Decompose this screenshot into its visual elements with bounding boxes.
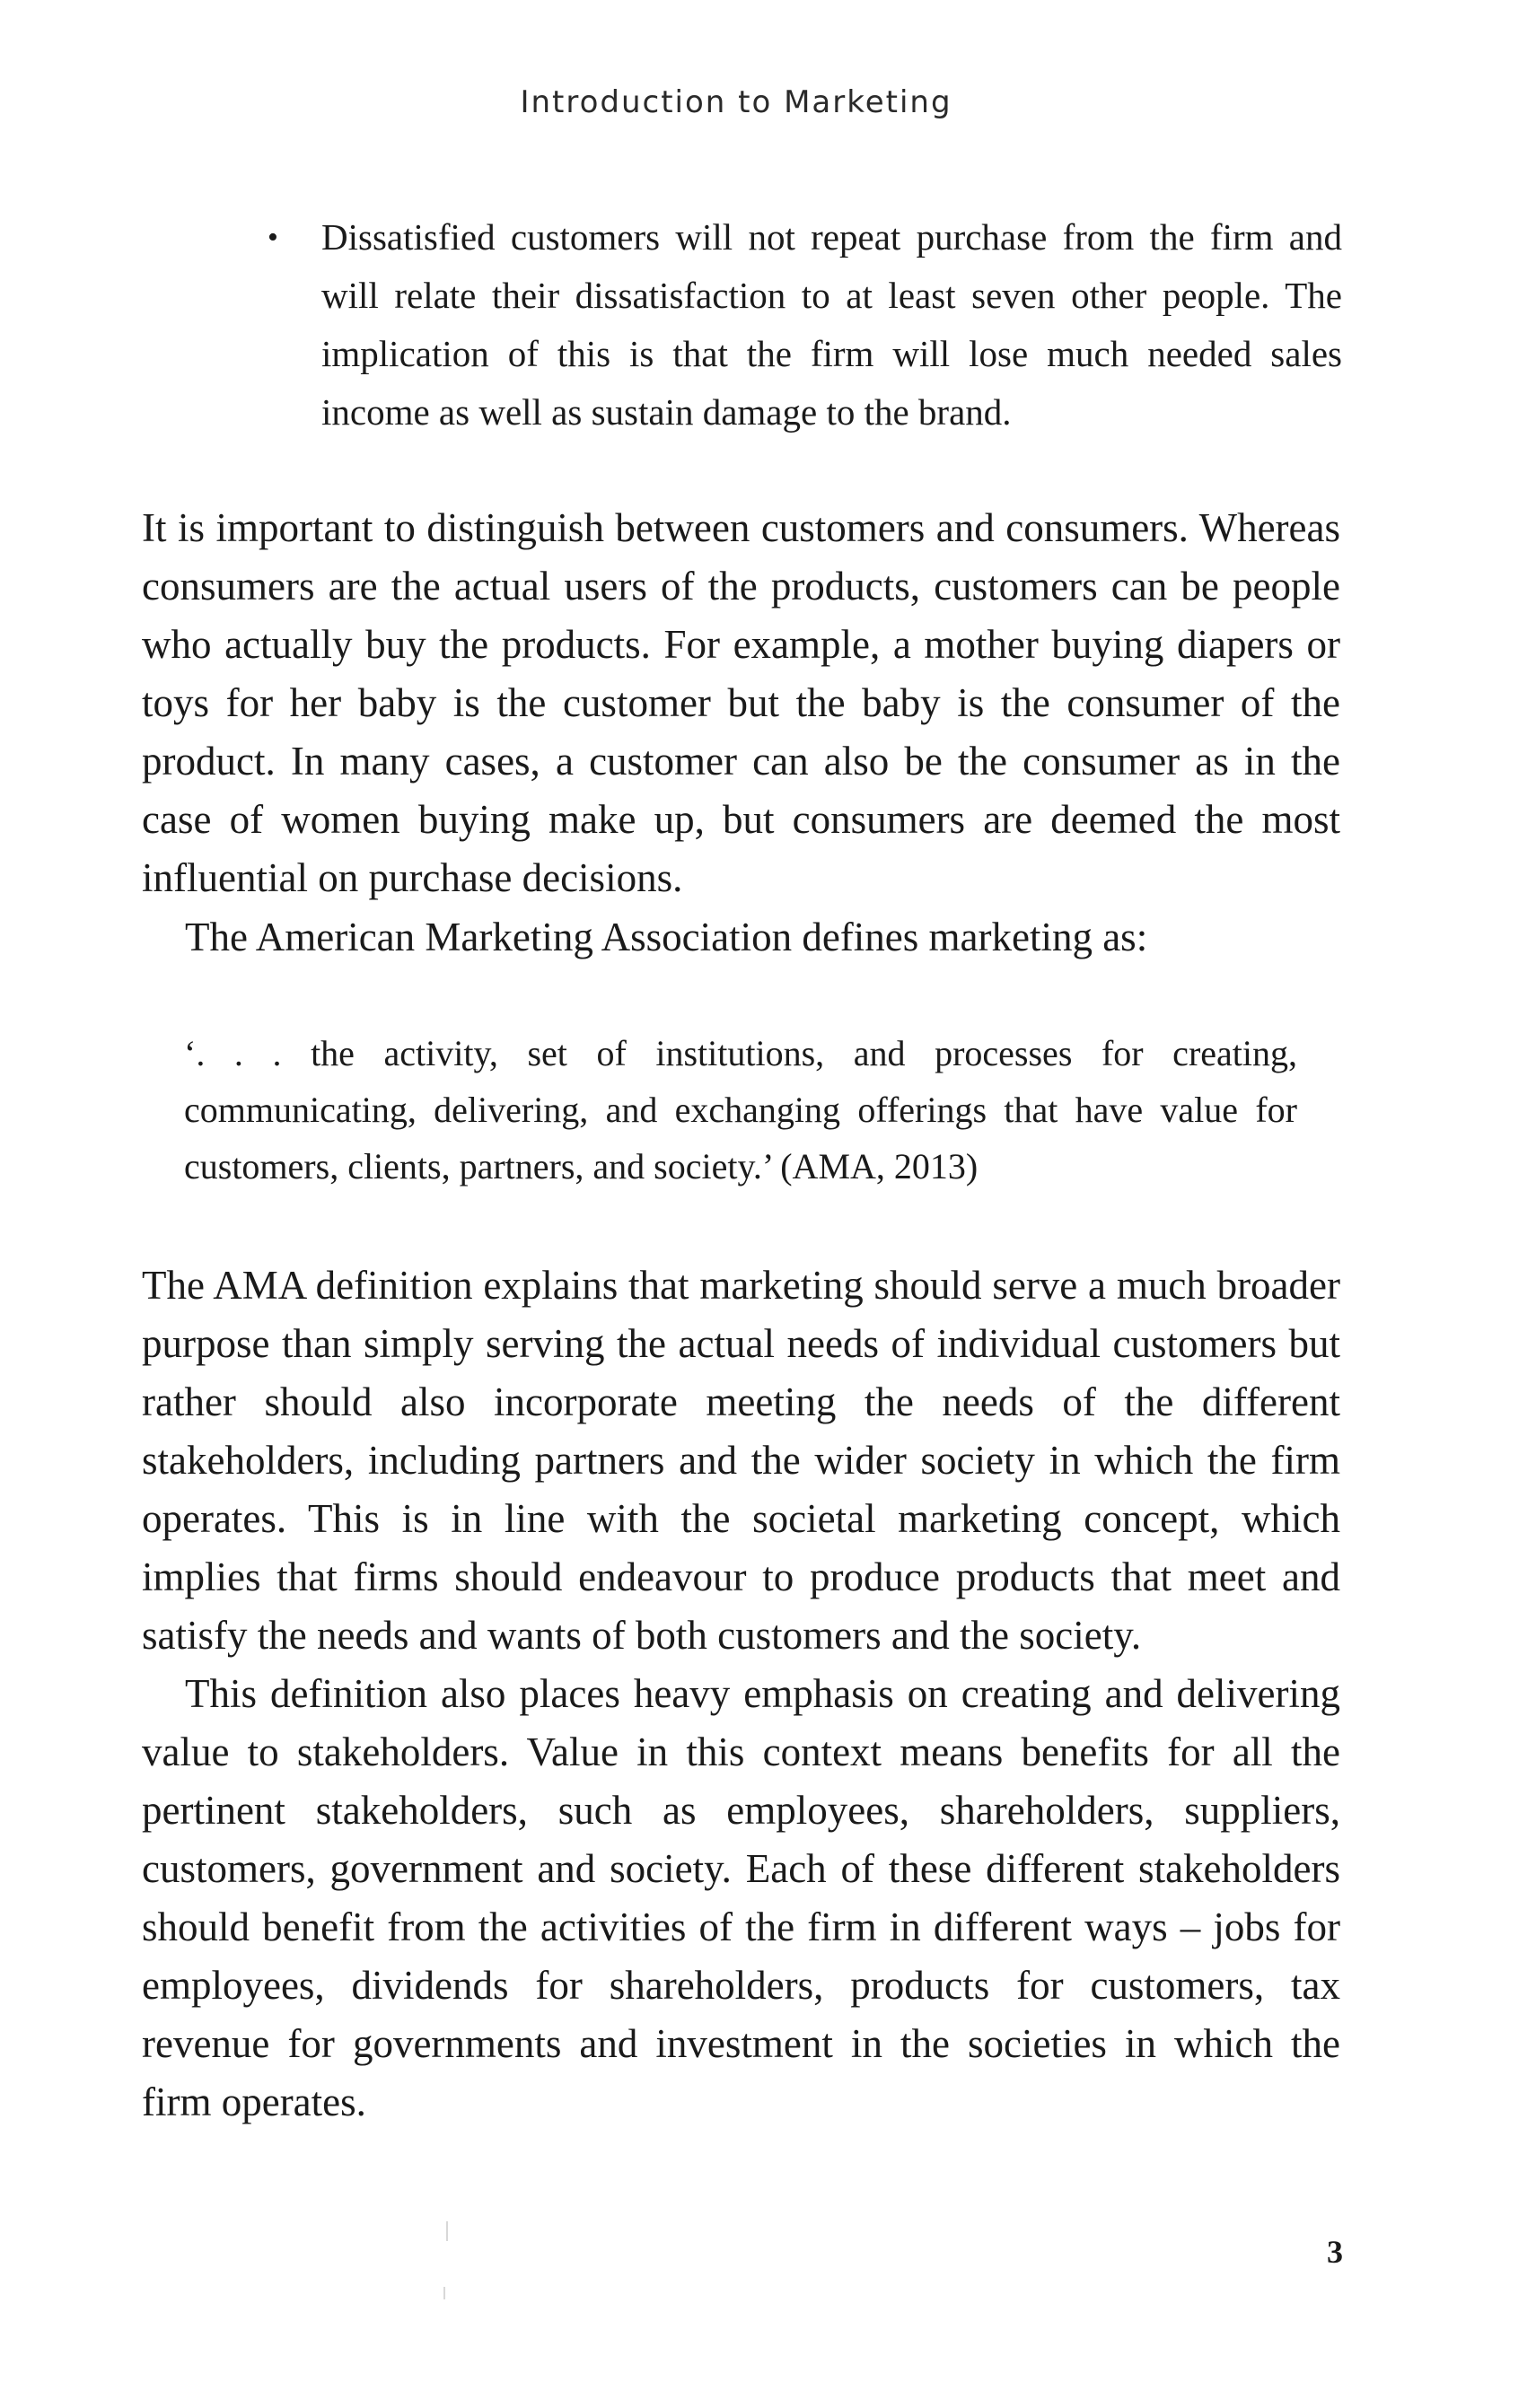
bullet-list-item [269,208,1342,442]
paragraph-ama-explanation: The AMA definition explains that marketing should serve a much broader purpose than simply serving the actual needs of individual customers but rather should also incorporate meeting the needs of the different stakeholders, including partners and the wider society in which the firm operates. This is in line with the societal marketing concept, which implies that firms should endeavour to produce products that meet and satisfy the needs and wants of both customers and the society. [142,1263,1340,1658]
bullet-marker: • [268,221,278,254]
block-quote-ama-definition: ‘. . . the activity, set of institutions, and processes for creating, communicating, delivering, and exchanging offerings that have value for customers, clients, partners, and society.’ (AMA, 2013) [184,1033,1297,1186]
paragraph-ama-intro: The American Marketing Association defines marketing as: [185,915,1148,959]
scan-artifact [443,2287,445,2299]
scan-artifact [446,2221,448,2241]
page-number: 3 [1327,2234,1343,2270]
running-header: Introduction to Marketing [520,84,952,120]
bullet-text: Dissatisfied customers will not repeat purchase from the firm and will relate their dissatisfaction to at least seven other people. The implication of this is that the firm will lose much needed sales income as well as sustain damage to the brand. [321,216,1342,433]
paragraph-value-stakeholders: This definition also places heavy emphasis on creating and delivering value to stakeholders. Value in this context means benefits for all the pertinent stakeholders, such as employees, shareholders, suppliers, customers, government and society. Each of these different stakeholders should benefit from the activities of the firm in different ways – jobs for employees, dividends for shareholders, products for customers, tax revenue for governments and investment in the societies in which the firm operates. [142,1671,1340,2124]
paragraph-customers-vs-consumers: It is important to distinguish between customers and consumers. Whereas consumers are the actual users of the products, customers can be people who actually buy the products. For example, a mother buying diapers or toys for her baby is the customer but the baby is the consumer of the product. In many cases, a customer can also be the consumer as in the case of women buying make up, but consumers are deemed the most influential on purchase decisions. [142,505,1340,900]
